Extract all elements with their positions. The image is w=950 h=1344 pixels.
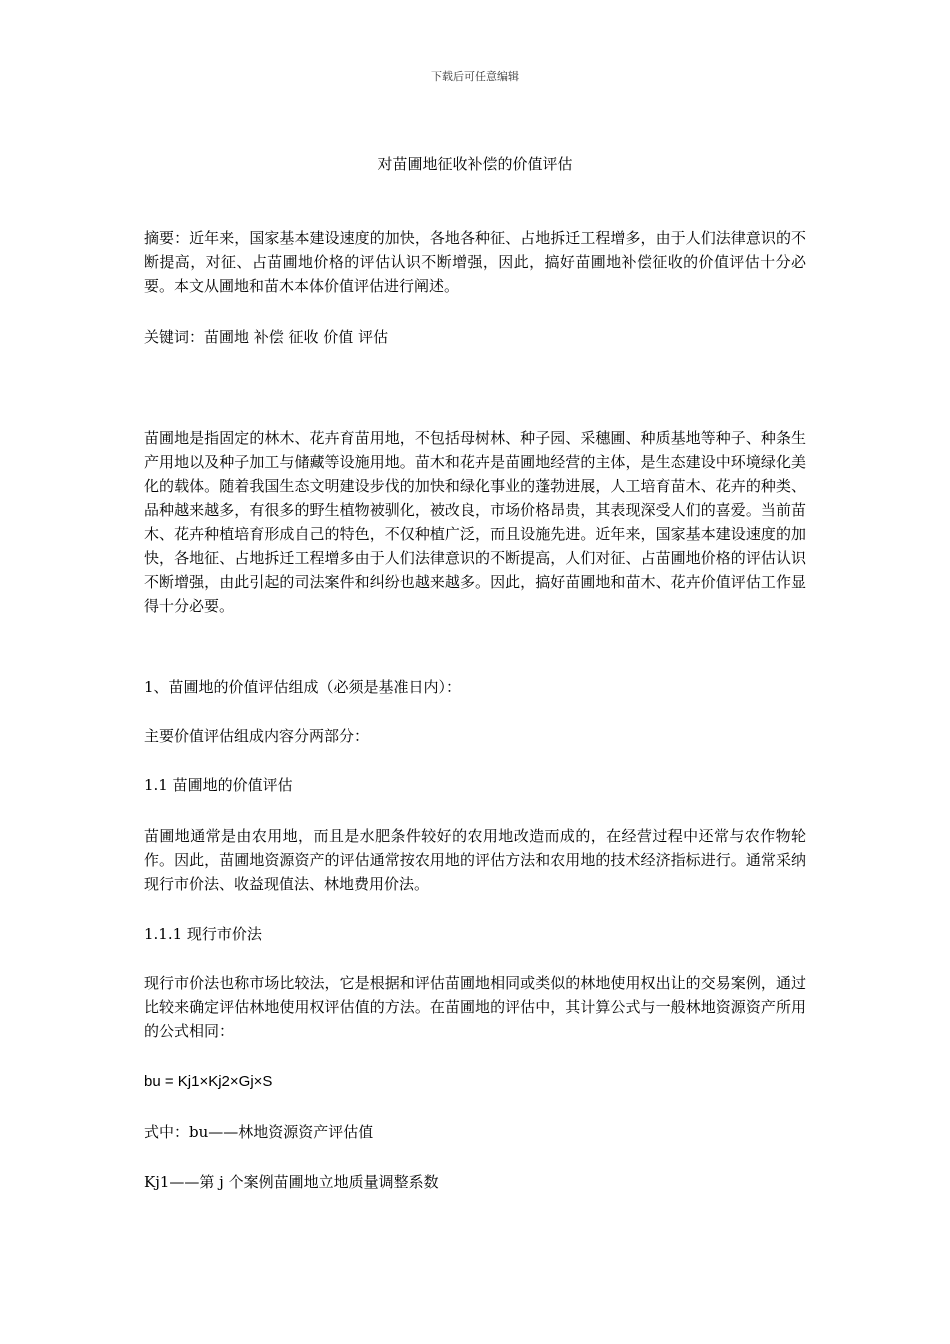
section-heading-1: 1、苗圃地的价值评估组成（必须是基准日内）： — [144, 678, 462, 696]
market-method-paragraph: 现行市价法也称市场比较法，它是根据和评估苗圃地相同或类似的林地使用权出让的交易案例，通过比较来确定评估林地使用权评估值的方法。在苗圃地的评估中，其计算公式与一般林地资源资产所用的公式相同： — [144, 974, 806, 1040]
section-1-1-paragraph: 苗圃地通常是由农用地，而且是水肥条件较好的农用地改造而成的，在经营过程中还常与农作物轮作。因此，苗圃地资源资产的评估通常按农用地的评估方法和农用地的技术经济指标进行。通常采纳现行市价法、收益现值法、林地费用价法。 — [144, 827, 806, 893]
section-1-intro: 主要价值评估组成内容分两部分： — [144, 727, 370, 745]
keywords-line: 关键词：苗圃地 补偿 征收 价值 评估 — [144, 328, 389, 346]
header-note: 下载后可任意编辑 — [431, 70, 519, 83]
formula-kj1-line: Kj1——第 j 个案例苗圃地立地质量调整系数 — [144, 1173, 439, 1191]
formula-line: bu = Kj1×Kj2×Gj×S — [144, 1073, 273, 1090]
abstract-paragraph: 摘要：近年来，国家基本建设速度的加快，各地各种征、占地拆迁工程增多，由于人们法律意识的不断提高，对征、占苗圃地价格的评估认识不断增强，因此，搞好苗圃地补偿征收的价值评估十分必要。本文从圃地和苗木本体价值评估进行阐述。 — [144, 229, 806, 295]
section-heading-1-1: 1.1 苗圃地的价值评估 — [144, 776, 293, 794]
section-heading-1-1-1: 1.1.1 现行市价法 — [144, 925, 262, 943]
document-title: 对苗圃地征收补偿的价值评估 — [377, 155, 573, 173]
intro-paragraph: 苗圃地是指固定的林木、花卉育苗用地，不包括母树林、种子园、采穗圃、种质基地等种子、种条生产用地以及种子加工与储藏等设施用地。苗木和花卉是苗圃地经营的主体，是生态建设中环境绿化美化的载体。随着我国生态文明建设步伐的加快和绿化事业的蓬勃进展，人工培育苗木、花卉的种类、品种越来越多，有很多的野生植物被驯化，被改良，市场价格昂贵，其表现深受人们的喜爱。当前苗木、花卉种植培育形成自己的特色，不仅种植广泛，而且设施先进。近年来，国家基本建设速度的加快，各地征、占地拆迁工程增多由于人们法律意识的不断提高，人们对征、占苗圃地价格的评估认识不断增强，由此引起的司法案件和纠纷也越来越多。因此，搞好苗圃地和苗木、花卉价值评估工作显得十分必要。 — [144, 429, 806, 615]
formula-where-line: 式中：bu——林地资源资产评估值 — [144, 1123, 374, 1141]
